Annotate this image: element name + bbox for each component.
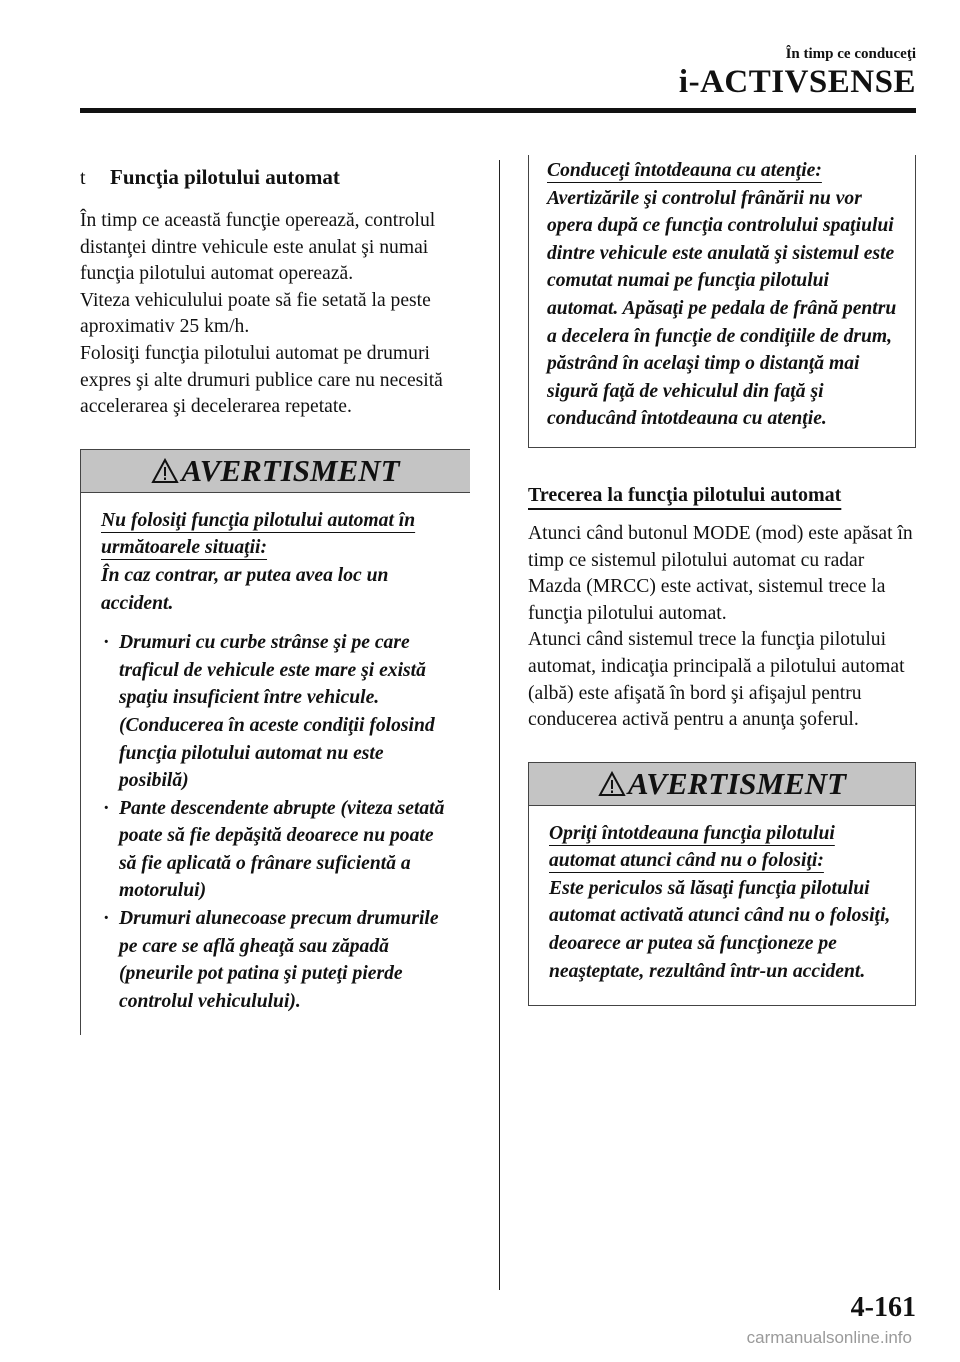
- note-underlined: Conduceţi întotdeauna cu atenţie:: [547, 160, 822, 181]
- bullet-dot: ·: [103, 908, 110, 930]
- warning-intro: În caz contrar, ar putea avea loc un accident.: [101, 564, 389, 614]
- list-item: [101, 629, 450, 795]
- page-number: 4-161: [850, 1292, 916, 1323]
- left-body: [80, 208, 472, 421]
- warning-header: [529, 763, 915, 806]
- paragraph: Atunci când sistemul trece la funcţia pilotului automat, indicaţia principală a pilotului automat (albă) este afişată în bord şi afişajul pentru conducerea activă pentru a anunţa şoferul.: [528, 629, 905, 731]
- warning-body: [81, 493, 470, 1036]
- right-column: [528, 155, 916, 1006]
- warning-intro-underlined: Opriţi întotdeauna funcţia pilotului automat atunci când nu o folosiţi:: [549, 822, 835, 872]
- warning-triangle-icon: [151, 458, 179, 484]
- warning-intro-underlined: Nu folosiţi funcţia pilotului automat în următoarele situaţii:: [101, 509, 416, 559]
- warning-box: [80, 449, 470, 1036]
- header-title: i-ACTIVSENSE: [678, 64, 916, 100]
- left-column: [80, 165, 472, 1035]
- warning-title: AVERTISMENT: [181, 452, 400, 488]
- watermark: carmanualsonline.info: [746, 1328, 912, 1347]
- warning-header: [81, 450, 470, 493]
- warning-body: [529, 806, 915, 1006]
- warning-triangle-icon: [598, 771, 626, 797]
- subheading: Trecerea la funcţia pilotului automat: [528, 483, 842, 506]
- warning-text: Este periculos să lăsaţi funcţia pilotului automat activată atunci când nu o folosiţi, deoarece ar putea să funcţioneze pe neaşteptate, rezultând într-un accident.: [549, 877, 891, 982]
- paragraph: Folosiţi funcţia pilotului automat pe drumuri expres şi alte drumuri publice care nu necesită accelerarea şi decelerarea repetate.: [80, 342, 443, 418]
- paragraph: Viteza vehiculului poate să fie setată la peste aproximativ 25 km/h.: [80, 289, 431, 338]
- warning-title: AVERTISMENT: [627, 765, 847, 801]
- note-text: Avertizările şi controlul frânării nu vor opera după ce funcţia controlului spaţiului dintre vehicule este anulată şi sistemul este comutat numai pe funcţia pilotului automat. Apăsaţi pe pedala de frână pentru a decelera în funcţie de condiţiile de drum, păstrând în acelaşi timp o distanţă mai sigură faţă de vehiculul din faţă şi conducând întotdeauna cu atenţie.: [547, 187, 897, 430]
- list-item-text: Drumuri alunecoase precum drumurile pe care se află gheaţă sau zăpadă (pneurile pot patina şi puteţi pierde controlul vehiculului).: [119, 908, 439, 1012]
- bullet-dot: ·: [103, 797, 110, 819]
- column-divider: [499, 160, 500, 1290]
- list-item-text: Drumuri cu curbe strânse şi pe care traficul de vehicule este mare şi există spaţiu insuficient între vehicule. (Conducerea în aceste condiţii folosind funcţia pilotului automat nu este posibilă): [119, 632, 435, 792]
- list-item-text: Pante descendente abrupte (viteza setată poate să fie depăşită deoarece nu poate să fie aplicată o frânare suficientă a motorului): [119, 797, 445, 902]
- caution-note-box: [528, 155, 916, 448]
- header-rule: [80, 108, 916, 113]
- paragraph: În timp ce această funcţie operează, controlul distanţei dintre vehicule este anulat şi numai funcţia pilotului automat operează.: [80, 210, 436, 285]
- section-heading: [80, 165, 472, 190]
- header-subtitle: În timp ce conduceţi: [785, 46, 916, 62]
- list-item: [101, 795, 450, 905]
- warning-list: [101, 629, 450, 1015]
- bullet-dot: ·: [103, 632, 110, 654]
- list-item: [101, 905, 450, 1015]
- paragraph: Atunci când butonul MODE (mod) este apăsat în timp ce sistemul pilotului automat cu radar Mazda (MRCC) este activat, sistemul trece la funcţia pilotului automat.: [528, 522, 913, 624]
- warning-box: [528, 762, 916, 1007]
- heading-bullet: t: [80, 167, 86, 189]
- section-heading-text: Funcţia pilotului automat: [110, 165, 340, 189]
- right-body: [528, 521, 916, 734]
